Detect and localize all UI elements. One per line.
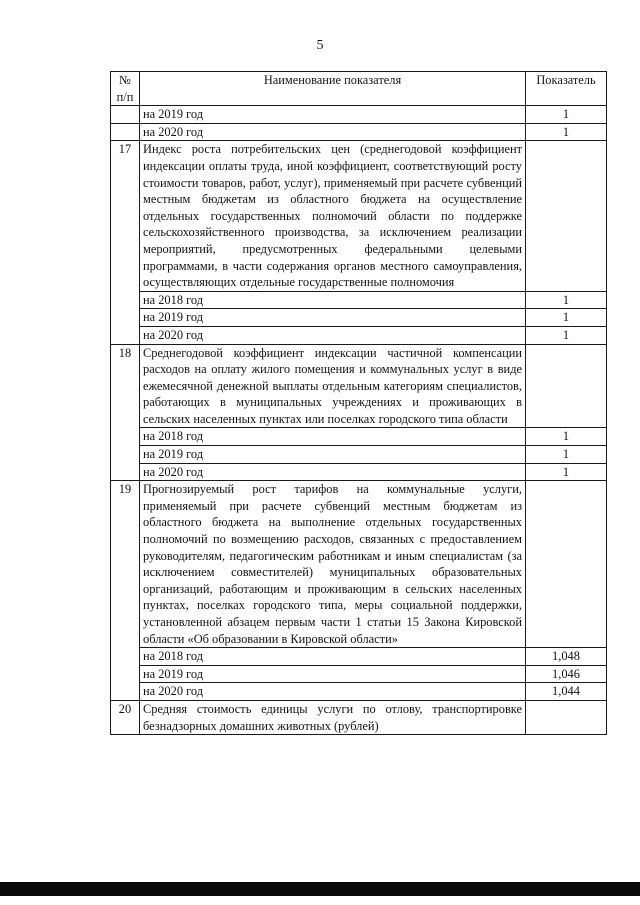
year-label: на 2020 год bbox=[140, 326, 526, 344]
year-label: на 2019 год bbox=[140, 446, 526, 464]
table-header-row bbox=[111, 72, 607, 106]
year-value: 1,044 bbox=[526, 683, 607, 701]
item-description: Средняя стоимость единицы услуги по отлову, транспортировке безнадзорных домашних животных (рублей) bbox=[140, 700, 526, 734]
item-number: 20 bbox=[111, 700, 140, 734]
item-value-empty bbox=[526, 344, 607, 428]
table-row bbox=[111, 700, 607, 734]
table-row bbox=[111, 344, 607, 428]
table-row bbox=[111, 683, 607, 701]
year-label: на 2020 год bbox=[140, 683, 526, 701]
year-value: 1 bbox=[526, 106, 607, 124]
row-num-cell bbox=[111, 123, 140, 141]
year-label: на 2020 год bbox=[140, 123, 526, 141]
table-row bbox=[111, 428, 607, 446]
year-label: на 2018 год bbox=[140, 291, 526, 309]
item-number: 19 bbox=[111, 481, 140, 701]
header-value: Показатель bbox=[526, 72, 607, 106]
year-value: 1 bbox=[526, 428, 607, 446]
table-row bbox=[111, 123, 607, 141]
year-label: на 2018 год bbox=[140, 428, 526, 446]
year-label: на 2018 год bbox=[140, 648, 526, 666]
item-number: 18 bbox=[111, 344, 140, 481]
item-value-empty bbox=[526, 141, 607, 291]
table-row bbox=[111, 291, 607, 309]
item-description: Среднегодовой коэффициент индексации частичной компенсации расходов на оплату жилого помещения и коммунальных услуг в виде ежемесячной денежной выплаты отдельным категориям специалистов, работающих в муниципальных учреждениях и проживающих в сельских населенных пунктах или поселках городского типа области bbox=[140, 344, 526, 428]
table-row bbox=[111, 326, 607, 344]
scan-bottom-border bbox=[0, 882, 640, 896]
table-row bbox=[111, 648, 607, 666]
table-row bbox=[111, 141, 607, 291]
year-label: на 2019 год bbox=[140, 665, 526, 683]
year-value: 1 bbox=[526, 326, 607, 344]
indicator-table bbox=[110, 71, 607, 735]
year-value: 1 bbox=[526, 291, 607, 309]
year-value: 1 bbox=[526, 309, 607, 327]
item-value-empty bbox=[526, 481, 607, 648]
item-value-empty bbox=[526, 700, 607, 734]
year-label: на 2019 год bbox=[140, 106, 526, 124]
table-row bbox=[111, 106, 607, 124]
year-value: 1,048 bbox=[526, 648, 607, 666]
table-row bbox=[111, 481, 607, 648]
year-label: на 2019 год bbox=[140, 309, 526, 327]
table-row bbox=[111, 665, 607, 683]
header-name: Наименование показателя bbox=[140, 72, 526, 106]
row-num-cell bbox=[111, 106, 140, 124]
table-row bbox=[111, 309, 607, 327]
item-number: 17 bbox=[111, 141, 140, 344]
page-number: 5 bbox=[316, 38, 324, 53]
year-value: 1,046 bbox=[526, 665, 607, 683]
table-row bbox=[111, 446, 607, 464]
header-num: № п/п bbox=[111, 72, 140, 106]
year-value: 1 bbox=[526, 123, 607, 141]
year-value: 1 bbox=[526, 463, 607, 481]
year-label: на 2020 год bbox=[140, 463, 526, 481]
item-description: Индекс роста потребительских цен (среднегодовой коэффициент индексации оплаты труда, иной коэффициент, соответствующий росту стоимости товаров, работ, услуг), применяемый при расчете субвенций местным бюджетам из областного бюджета на осуществление отдельных государственных полномочий области по поддержке сельскохозяйственного производства, за исключением реализации мероприятий, предусмотренных федеральными целевыми программами, в части содержания органов местного самоуправления, осуществляющих отдельные государственные полномочия bbox=[140, 141, 526, 291]
table-row bbox=[111, 463, 607, 481]
year-value: 1 bbox=[526, 446, 607, 464]
item-description: Прогнозируемый рост тарифов на коммунальные услуги, применяемый при расчете субвенций местным бюджетам из областного бюджета на выполнение отдельных государственных полномочий по возмещению расходов, связанных с предоставлением руководителям, педагогическим работникам и иным специалистам (за исключением совместителей) муниципальных образовательных организаций, работающим и проживающим в сельских населенных пунктах, поселках городского типа, меры социальной поддержки, установленной абзацем первым части 1 статьи 15 Закона Кировской области «Об образовании в Кировской области» bbox=[140, 481, 526, 648]
